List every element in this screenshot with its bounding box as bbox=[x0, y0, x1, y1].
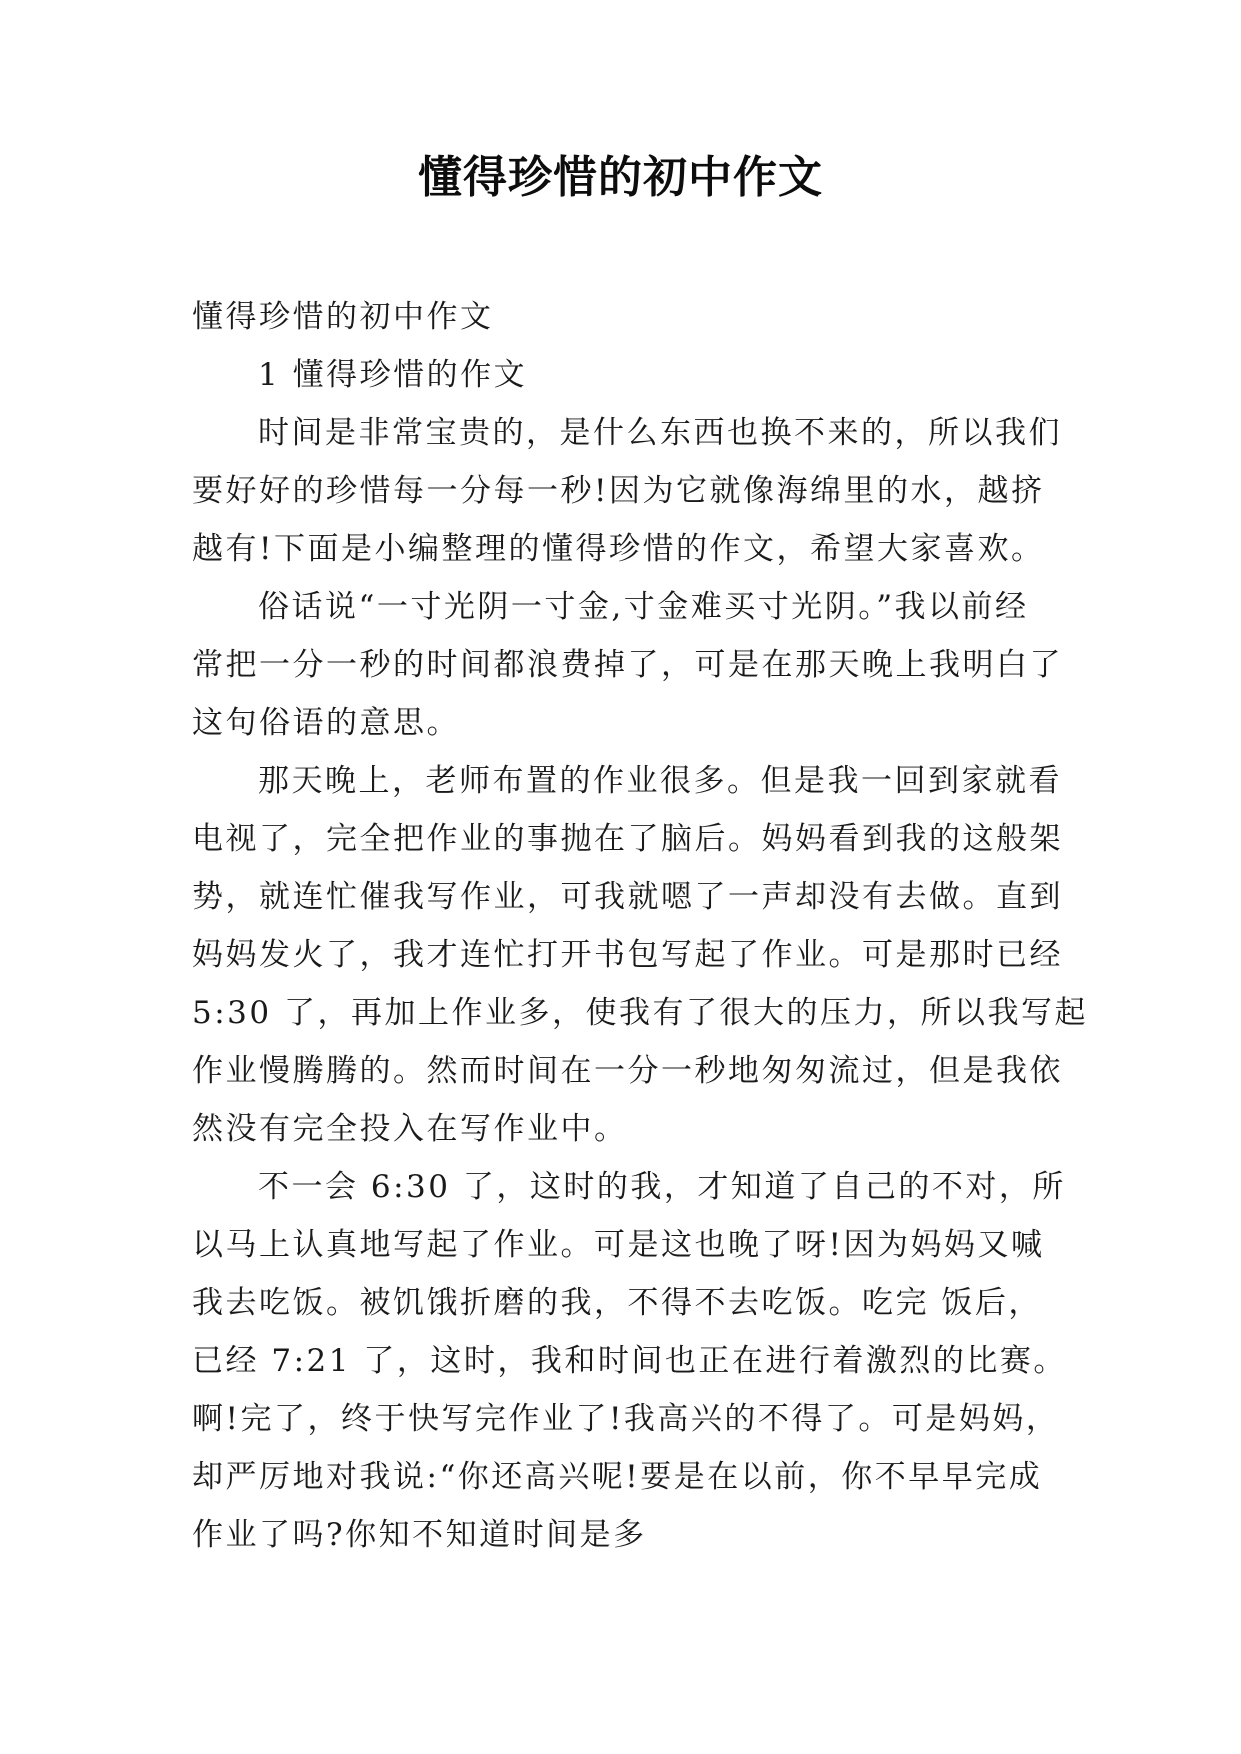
body-line-13: 5:30 了，再加上作业多，使我有了很大的压力，所以我写起 bbox=[192, 995, 1088, 1031]
body-line-16: 不一会 6:30 了，这时的我，才知道了自己的不对，所 bbox=[258, 1169, 1066, 1205]
body-line-14: 作业慢腾腾的。然而时间在一分一秒地匆匆流过，但是我依 bbox=[192, 1053, 1063, 1089]
body-line-20: 啊!完了，终于快写完作业了!我高兴的不得了。可是妈妈， bbox=[192, 1401, 1060, 1437]
body-line-1: 懂得珍惜的初中作文 bbox=[192, 299, 494, 335]
body-line-3: 时间是非常宝贵的，是什么东西也换不来的，所以我们 bbox=[258, 415, 1062, 451]
body-line-22: 作业了吗?你知不知道时间是多 bbox=[192, 1517, 647, 1553]
body-line-11: 势，就连忙催我写作业，可我就嗯了一声却没有去做。直到 bbox=[192, 879, 1063, 915]
body-line-8: 这句俗语的意思。 bbox=[192, 705, 460, 741]
body-line-19: 已经 7:21 了，这时，我和时间也正在进行着激烈的比赛。 bbox=[192, 1343, 1067, 1379]
body-line-15: 然没有完全投入在写作业中。 bbox=[192, 1111, 628, 1147]
body-line-21: 却严厉地对我说:“你还高兴呢!要是在以前，你不早早完成 bbox=[192, 1459, 1043, 1495]
document-body bbox=[192, 288, 1088, 1564]
document-title: 懂得珍惜的初中作文 bbox=[418, 152, 823, 203]
body-line-12: 妈妈发火了，我才连忙打开书包写起了作业。可是那时已经 bbox=[192, 937, 1063, 973]
body-line-5: 越有!下面是小编整理的懂得珍惜的作文，希望大家喜欢。 bbox=[192, 531, 1045, 567]
body-line-10: 电视了，完全把作业的事抛在了脑后。妈妈看到我的这般架 bbox=[192, 821, 1063, 857]
body-line-9: 那天晚上，老师布置的作业很多。但是我一回到家就看 bbox=[258, 763, 1062, 799]
body-line-6: 俗话说“一寸光阴一寸金,寸金难买寸光阴。”我以前经 bbox=[258, 589, 1029, 625]
body-line-2: 1 懂得珍惜的作文 bbox=[258, 357, 528, 393]
body-line-18: 我去吃饭。被饥饿折磨的我，不得不去吃饭。吃完 饭后， bbox=[192, 1285, 1042, 1321]
body-line-17: 以马上认真地写起了作业。可是这也晚了呀!因为妈妈又喊 bbox=[192, 1227, 1045, 1263]
body-line-7: 常把一分一秒的时间都浪费掉了，可是在那天晚上我明白了 bbox=[192, 647, 1063, 683]
body-line-4: 要好好的珍惜每一分每一秒!因为它就像海绵里的水，越挤 bbox=[192, 473, 1045, 509]
